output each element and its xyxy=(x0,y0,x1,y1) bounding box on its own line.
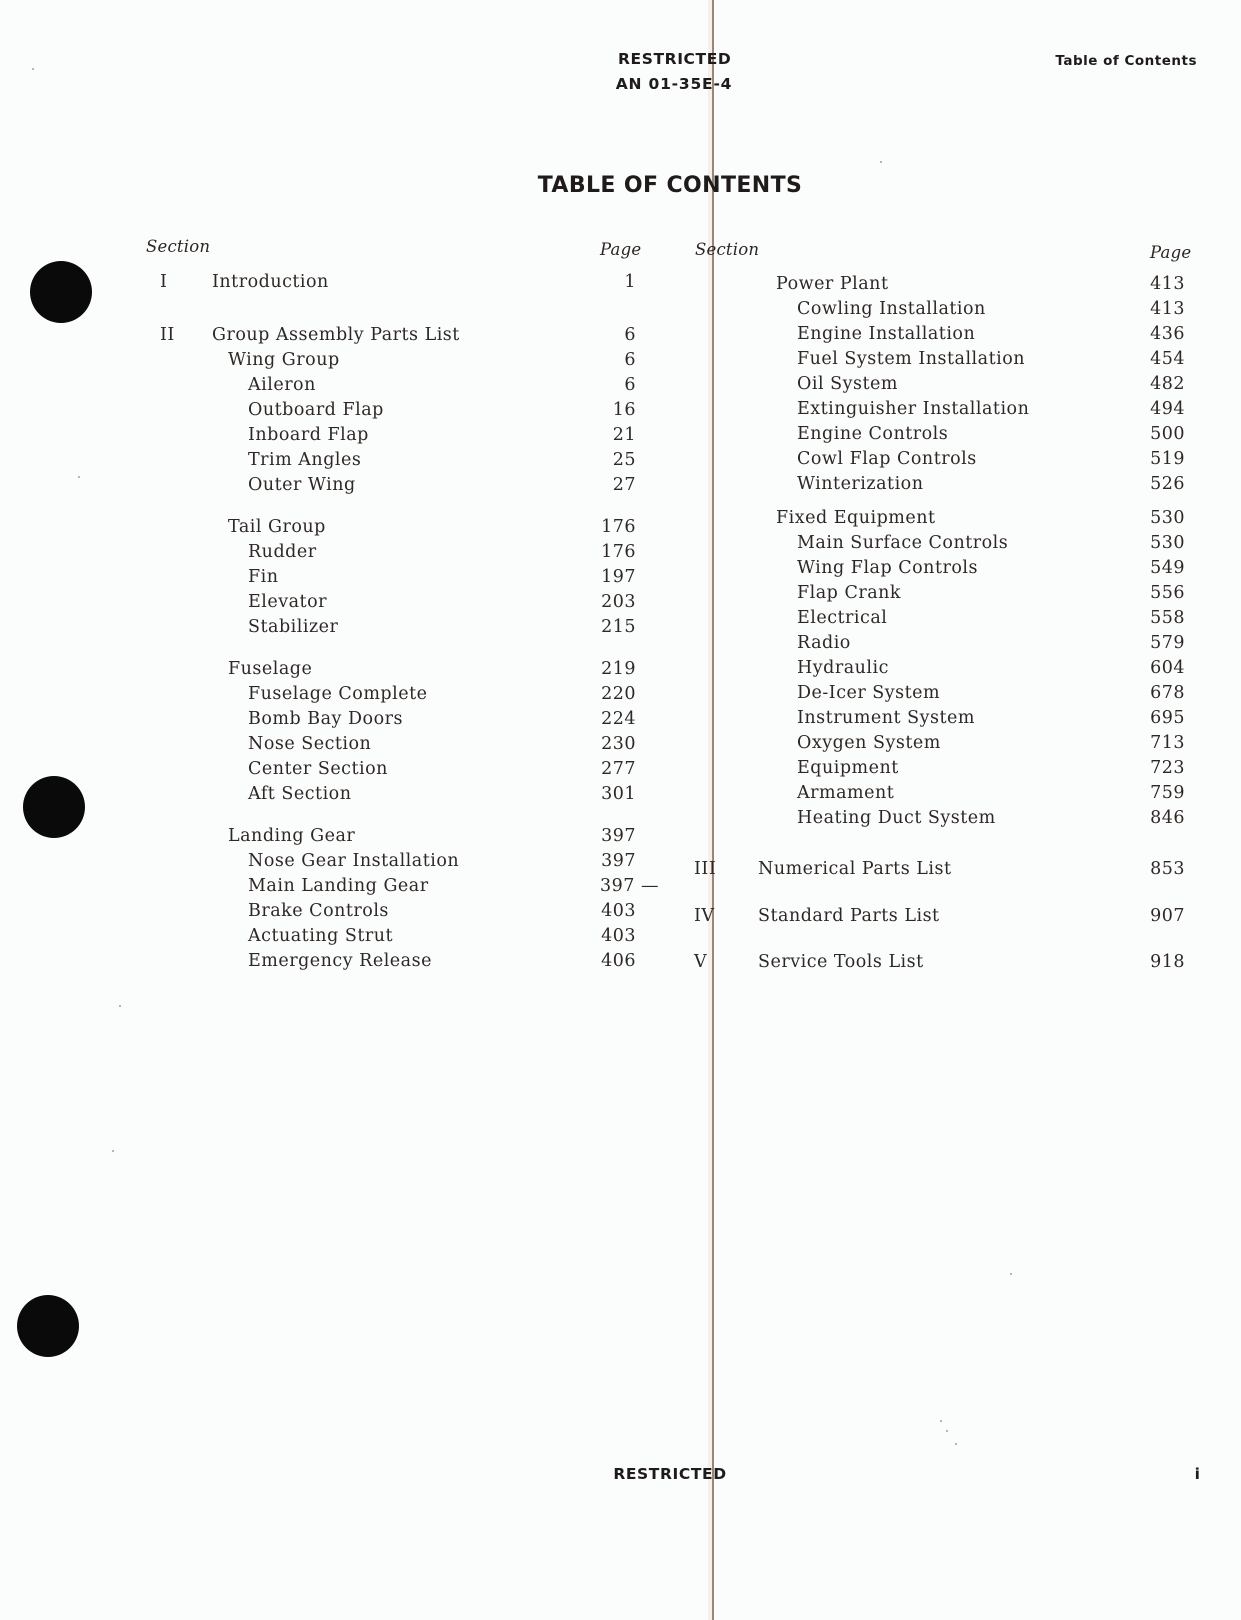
toc-entry-label: Stabilizer xyxy=(248,617,339,637)
toc-entry-page: 907 xyxy=(1150,906,1185,926)
toc-entry xyxy=(0,581,1241,605)
toc-entry-page: 25 xyxy=(612,450,636,470)
toc-entry-page: 219 xyxy=(601,659,636,679)
speck xyxy=(940,1420,942,1422)
toc-entry-label: Nose Section xyxy=(248,734,372,754)
toc-entry-page: 27 xyxy=(612,475,636,495)
toc-entry-page: 176 xyxy=(601,517,636,537)
toc-entry xyxy=(0,372,1241,396)
toc-entry-label: Cowling Installation xyxy=(797,299,986,319)
toc-entry-page: 713 xyxy=(1150,733,1185,753)
toc-entry xyxy=(0,806,1241,830)
toc-entry-page: 500 xyxy=(1150,424,1185,444)
toc-entry-page: 397 xyxy=(601,851,636,871)
toc-entry-label: Center Section xyxy=(248,759,388,779)
left-section-header: Section xyxy=(146,237,211,256)
toc-entry-label: Group Assembly Parts List xyxy=(212,325,460,345)
toc-entry-label: Aileron xyxy=(248,375,316,395)
toc-entry xyxy=(0,272,1241,296)
toc-entry xyxy=(0,857,1241,881)
toc-entry-page: 277 xyxy=(601,759,636,779)
toc-entry-label: Oil System xyxy=(797,374,898,394)
toc-entry-page: 413 xyxy=(1150,274,1185,294)
toc-entry-label: Standard Parts List xyxy=(758,906,940,926)
toc-entry-label: Engine Installation xyxy=(797,324,976,344)
toc-entry-label: Actuating Strut xyxy=(248,926,394,946)
toc-entry-page: 579 xyxy=(1150,633,1185,653)
toc-entry-label: Emergency Release xyxy=(248,951,432,971)
toc-entry-page: 403 xyxy=(601,926,636,946)
toc-entry-page: 526 xyxy=(1150,474,1185,494)
toc-entry-page: 176 xyxy=(601,542,636,562)
toc-entry-label: Power Plant xyxy=(776,274,889,294)
toc-entry-page: 678 xyxy=(1150,683,1185,703)
toc-entry-label: Equipment xyxy=(797,758,899,778)
toc-entry-page: 6 xyxy=(624,350,636,370)
toc-entry xyxy=(0,556,1241,580)
toc-entry-label: Elevator xyxy=(248,592,327,612)
toc-entry-label: Engine Controls xyxy=(797,424,949,444)
section-numeral: III xyxy=(694,859,717,879)
header-document-number: AN 01-35E-4 xyxy=(615,75,733,93)
speck xyxy=(946,1430,948,1432)
toc-entry-label: Outer Wing xyxy=(248,475,356,495)
toc-entry-page: 549 xyxy=(1150,558,1185,578)
toc-entry-label: Nose Gear Installation xyxy=(248,851,460,871)
toc-entry-label: Hydraulic xyxy=(797,658,889,678)
toc-entry-label: Extinguisher Installation xyxy=(797,399,1030,419)
toc-entry-page: 220 xyxy=(601,684,636,704)
toc-entry xyxy=(0,631,1241,655)
toc-entry-label: Landing Gear xyxy=(228,826,356,846)
toc-entry-label: Service Tools List xyxy=(758,952,924,972)
toc-entry xyxy=(0,447,1241,471)
toc-entry xyxy=(0,781,1241,805)
toc-entry-label: Fixed Equipment xyxy=(776,508,936,528)
footer-page-number: i xyxy=(1194,1465,1200,1483)
toc-entry xyxy=(0,397,1241,421)
toc-entry-label: Introduction xyxy=(212,272,329,292)
toc-entry-page: 454 xyxy=(1150,349,1185,369)
toc-entry-page: 604 xyxy=(1150,658,1185,678)
toc-entry-label: Fuselage xyxy=(228,659,313,679)
toc-entry-page: 759 xyxy=(1150,783,1185,803)
speck xyxy=(955,1443,957,1445)
section-numeral: V xyxy=(694,952,708,972)
toc-entry-label: Winterization xyxy=(797,474,924,494)
toc-entry-label: Main Surface Controls xyxy=(797,533,1009,553)
right-section-header: Section xyxy=(695,240,760,259)
page-title: TABLE OF CONTENTS xyxy=(537,173,803,198)
toc-entry-label: Armament xyxy=(797,783,895,803)
toc-entry xyxy=(0,322,1241,346)
toc-entry xyxy=(0,731,1241,755)
toc-entry-label: Oxygen System xyxy=(797,733,941,753)
toc-entry-page: 1 xyxy=(624,272,636,292)
toc-entry-page: 16 xyxy=(612,400,636,420)
section-numeral: IV xyxy=(694,906,715,926)
toc-entry-page: 397 — xyxy=(600,876,659,896)
toc-entry xyxy=(0,297,1241,321)
header-running-title: Table of Contents xyxy=(1055,53,1197,69)
toc-entry-page: 197 xyxy=(601,567,636,587)
toc-entry-label: Electrical xyxy=(797,608,888,628)
toc-entry xyxy=(0,506,1241,530)
toc-entry-page: 301 xyxy=(601,784,636,804)
toc-entry-page: 695 xyxy=(1150,708,1185,728)
toc-entry-page: 215 xyxy=(601,617,636,637)
toc-entry-label: Radio xyxy=(797,633,851,653)
toc-entry-page: 482 xyxy=(1150,374,1185,394)
speck xyxy=(1010,1273,1012,1275)
section-numeral: II xyxy=(160,325,175,345)
toc-entry-label: Wing Group xyxy=(228,350,340,370)
toc-entry-label: Wing Flap Controls xyxy=(797,558,978,578)
footer-classification: RESTRICTED xyxy=(613,1465,727,1483)
toc-entry-page: 494 xyxy=(1150,399,1185,419)
toc-entry-label: Brake Controls xyxy=(248,901,389,921)
speck xyxy=(112,1150,114,1152)
toc-entry-label: Fuselage Complete xyxy=(248,684,428,704)
toc-entry-page: 918 xyxy=(1150,952,1185,972)
toc-entry-label: Aft Section xyxy=(248,784,352,804)
toc-entry-page: 556 xyxy=(1150,583,1185,603)
toc-entry-page: 723 xyxy=(1150,758,1185,778)
toc-entry xyxy=(0,606,1241,630)
toc-entry-label: Tail Group xyxy=(228,517,326,537)
toc-entry-label: Instrument System xyxy=(797,708,975,728)
toc-entry-label: Inboard Flap xyxy=(248,425,369,445)
toc-entry-page: 853 xyxy=(1150,859,1185,879)
toc-entry xyxy=(0,681,1241,705)
toc-entry-page: 397 xyxy=(601,826,636,846)
toc-entry-page: 530 xyxy=(1150,533,1185,553)
speck xyxy=(880,161,882,163)
header-classification: RESTRICTED xyxy=(618,50,732,68)
toc-entry-label: Flap Crank xyxy=(797,583,902,603)
section-numeral: I xyxy=(160,272,168,292)
punch-hole-bottom xyxy=(17,1295,79,1357)
toc-entry-label: Rudder xyxy=(248,542,317,562)
toc-entry-page: 224 xyxy=(601,709,636,729)
toc-entry-page: 530 xyxy=(1150,508,1185,528)
speck xyxy=(119,1005,121,1007)
toc-entry-label: De-Icer System xyxy=(797,683,941,703)
toc-entry xyxy=(0,347,1241,371)
toc-entry-label: Heating Duct System xyxy=(797,808,996,828)
toc-entry xyxy=(0,422,1241,446)
toc-entry-page: 519 xyxy=(1150,449,1185,469)
toc-entry-page: 6 xyxy=(624,325,636,345)
speck xyxy=(32,68,34,70)
toc-entry-page: 6 xyxy=(624,375,636,395)
toc-entry-label: Outboard Flap xyxy=(248,400,384,420)
toc-entry-page: 203 xyxy=(601,592,636,612)
toc-entry xyxy=(0,756,1241,780)
toc-entry xyxy=(0,706,1241,730)
toc-entry-label: Fuel System Installation xyxy=(797,349,1026,369)
toc-entry-label: Trim Angles xyxy=(248,450,362,470)
right-page-header: Page xyxy=(1150,243,1192,262)
toc-entry-page: 558 xyxy=(1150,608,1185,628)
toc-entry-page: 846 xyxy=(1150,808,1185,828)
toc-entry-label: Cowl Flap Controls xyxy=(797,449,977,469)
left-page-header: Page xyxy=(600,240,642,259)
toc-entry xyxy=(0,531,1241,555)
toc-entry-page: 403 xyxy=(601,901,636,921)
toc-entry-label: Bomb Bay Doors xyxy=(248,709,403,729)
toc-entry xyxy=(0,904,1241,928)
toc-entry-page: 436 xyxy=(1150,324,1185,344)
toc-entry-label: Numerical Parts List xyxy=(758,859,952,879)
toc-entry-page: 230 xyxy=(601,734,636,754)
toc-entry-page: 21 xyxy=(612,425,636,445)
toc-entry-page: 406 xyxy=(601,951,636,971)
toc-entry-label: Main Landing Gear xyxy=(248,876,429,896)
toc-entry xyxy=(0,656,1241,680)
toc-entry-page: 413 xyxy=(1150,299,1185,319)
toc-entry xyxy=(0,950,1241,974)
toc-entry xyxy=(0,472,1241,496)
toc-entry-label: Fin xyxy=(248,567,279,587)
